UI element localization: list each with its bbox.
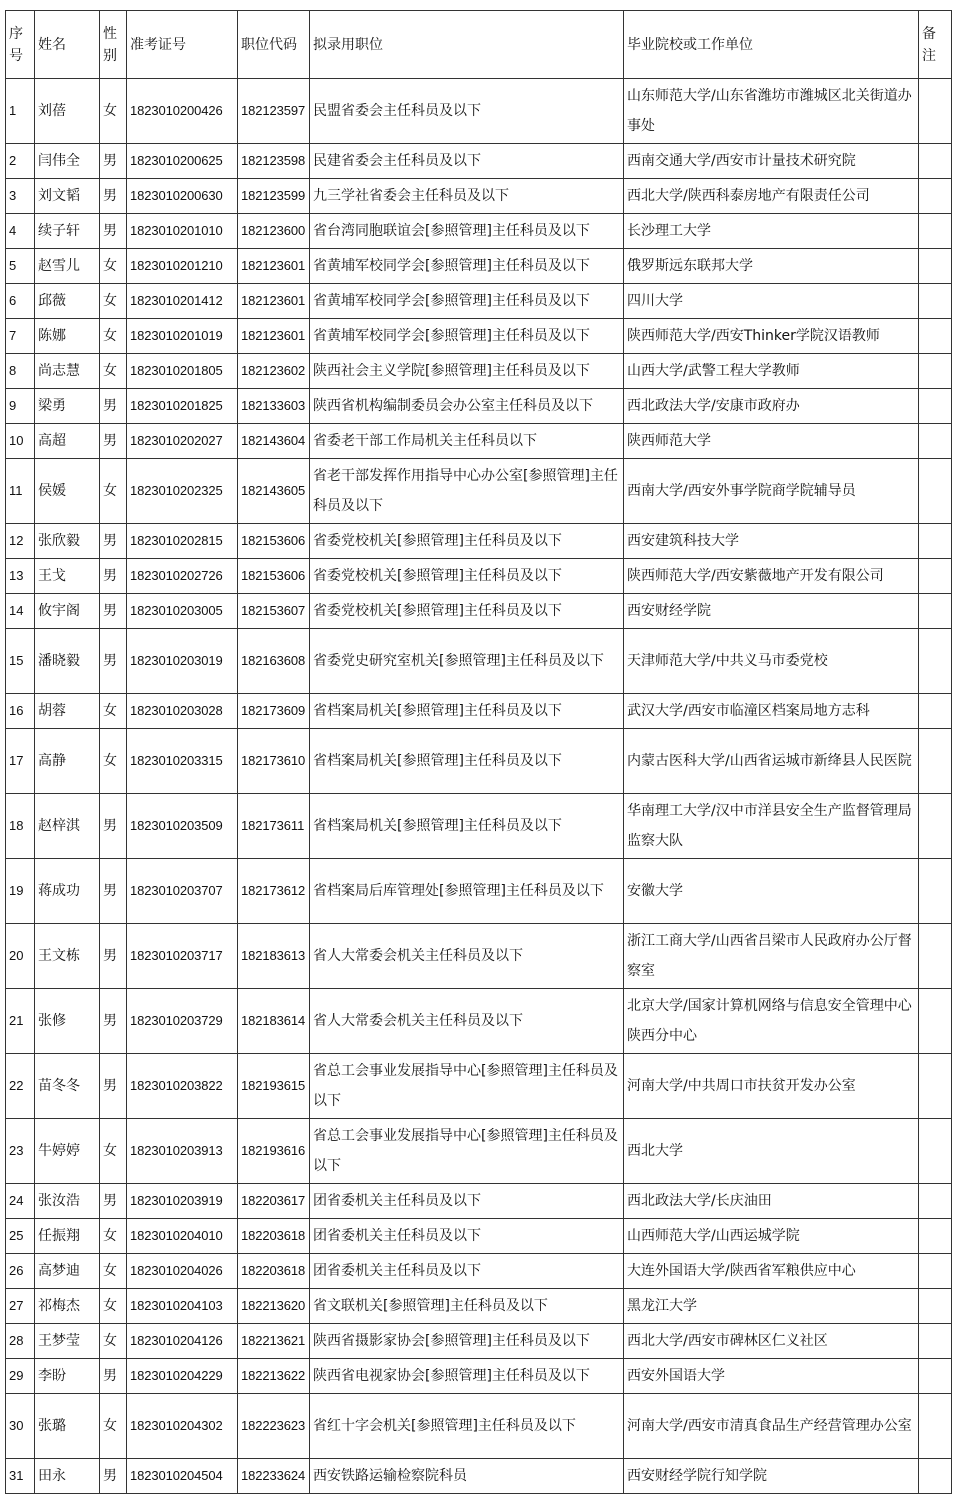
cell-school: 西北大学/陕西科泰房地产有限责任公司 xyxy=(624,179,919,214)
cell-remark xyxy=(919,144,952,179)
cell-code: 182213622 xyxy=(238,1359,310,1394)
cell-gender: 女 xyxy=(100,354,127,389)
cell-seq: 1 xyxy=(6,79,35,144)
cell-position: 团省委机关主任科员及以下 xyxy=(310,1254,624,1289)
cell-position: 陕西省摄影家协会[参照管理]主任科员及以下 xyxy=(310,1324,624,1359)
cell-remark xyxy=(919,214,952,249)
cell-gender: 男 xyxy=(100,629,127,694)
cell-code: 182193616 xyxy=(238,1119,310,1184)
cell-remark xyxy=(919,1359,952,1394)
cell-gender: 女 xyxy=(100,1289,127,1324)
cell-name: 赵雪儿 xyxy=(35,249,100,284)
cell-gender: 女 xyxy=(100,249,127,284)
cell-code: 182213621 xyxy=(238,1324,310,1359)
cell-remark xyxy=(919,389,952,424)
cell-name: 任振翔 xyxy=(35,1219,100,1254)
table-row xyxy=(6,1054,952,1119)
cell-position: 省文联机关[参照管理]主任科员及以下 xyxy=(310,1289,624,1324)
cell-code: 182183613 xyxy=(238,924,310,989)
cell-school: 山西师范大学/山西运城学院 xyxy=(624,1219,919,1254)
cell-gender: 男 xyxy=(100,179,127,214)
cell-remark xyxy=(919,524,952,559)
cell-code: 182233624 xyxy=(238,1459,310,1494)
cell-gender: 女 xyxy=(100,1324,127,1359)
cell-remark xyxy=(919,1324,952,1359)
cell-ticket: 1823010203315 xyxy=(127,729,238,794)
cell-seq: 5 xyxy=(6,249,35,284)
cell-name: 张修 xyxy=(35,989,100,1054)
cell-ticket: 1823010201412 xyxy=(127,284,238,319)
cell-remark xyxy=(919,1184,952,1219)
cell-school: 黑龙江大学 xyxy=(624,1289,919,1324)
cell-seq: 30 xyxy=(6,1394,35,1459)
cell-school: 内蒙古医科大学/山西省运城市新绛县人民医院 xyxy=(624,729,919,794)
cell-name: 尚志慧 xyxy=(35,354,100,389)
cell-ticket: 1823010203729 xyxy=(127,989,238,1054)
cell-gender: 女 xyxy=(100,729,127,794)
cell-position: 省委老干部工作局机关主任科员以下 xyxy=(310,424,624,459)
cell-gender: 男 xyxy=(100,1054,127,1119)
cell-ticket: 1823010201010 xyxy=(127,214,238,249)
cell-ticket: 1823010203822 xyxy=(127,1054,238,1119)
cell-code: 182203618 xyxy=(238,1219,310,1254)
cell-name: 梁勇 xyxy=(35,389,100,424)
table-row xyxy=(6,594,952,629)
cell-school: 西安财经学院行知学院 xyxy=(624,1459,919,1494)
cell-code: 182133603 xyxy=(238,389,310,424)
cell-seq: 14 xyxy=(6,594,35,629)
cell-name: 张汝浩 xyxy=(35,1184,100,1219)
cell-remark xyxy=(919,594,952,629)
cell-remark xyxy=(919,989,952,1054)
cell-name: 闫伟全 xyxy=(35,144,100,179)
cell-name: 王戈 xyxy=(35,559,100,594)
header-remark: 备注 xyxy=(919,11,952,79)
cell-school: 四川大学 xyxy=(624,284,919,319)
cell-seq: 11 xyxy=(6,459,35,524)
cell-ticket: 1823010203707 xyxy=(127,859,238,924)
cell-seq: 15 xyxy=(6,629,35,694)
cell-name: 祁梅杰 xyxy=(35,1289,100,1324)
cell-ticket: 1823010203509 xyxy=(127,794,238,859)
cell-name: 田永 xyxy=(35,1459,100,1494)
cell-ticket: 1823010201805 xyxy=(127,354,238,389)
cell-gender: 女 xyxy=(100,284,127,319)
cell-school: 西北大学 xyxy=(624,1119,919,1184)
cell-remark xyxy=(919,559,952,594)
cell-seq: 16 xyxy=(6,694,35,729)
cell-ticket: 1823010201210 xyxy=(127,249,238,284)
cell-remark xyxy=(919,924,952,989)
cell-code: 182143605 xyxy=(238,459,310,524)
cell-seq: 4 xyxy=(6,214,35,249)
cell-remark xyxy=(919,79,952,144)
cell-gender: 男 xyxy=(100,794,127,859)
cell-code: 182183614 xyxy=(238,989,310,1054)
cell-position: 西安铁路运输检察院科员 xyxy=(310,1459,624,1494)
cell-seq: 25 xyxy=(6,1219,35,1254)
table-row xyxy=(6,459,952,524)
table-row xyxy=(6,794,952,859)
table-row xyxy=(6,1254,952,1289)
cell-code: 182123602 xyxy=(238,354,310,389)
cell-gender: 男 xyxy=(100,859,127,924)
cell-position: 省老干部发挥作用指导中心办公室[参照管理]主任科员及以下 xyxy=(310,459,624,524)
cell-gender: 男 xyxy=(100,924,127,989)
cell-code: 182203618 xyxy=(238,1254,310,1289)
cell-code: 182123601 xyxy=(238,284,310,319)
cell-code: 182173611 xyxy=(238,794,310,859)
cell-name: 王梦莹 xyxy=(35,1324,100,1359)
cell-ticket: 1823010201019 xyxy=(127,319,238,354)
cell-gender: 男 xyxy=(100,594,127,629)
cell-position: 民建省委会主任科员及以下 xyxy=(310,144,624,179)
cell-school: 大连外国语大学/陕西省军粮供应中心 xyxy=(624,1254,919,1289)
cell-seq: 8 xyxy=(6,354,35,389)
cell-gender: 男 xyxy=(100,1459,127,1494)
table-row xyxy=(6,924,952,989)
table-row xyxy=(6,989,952,1054)
cell-school: 陕西师范大学/西安紫薇地产开发有限公司 xyxy=(624,559,919,594)
cell-gender: 女 xyxy=(100,1119,127,1184)
table-row xyxy=(6,629,952,694)
header-position: 拟录用职位 xyxy=(310,11,624,79)
cell-name: 张欣毅 xyxy=(35,524,100,559)
cell-seq: 7 xyxy=(6,319,35,354)
cell-remark xyxy=(919,794,952,859)
cell-gender: 男 xyxy=(100,144,127,179)
cell-school: 陕西师范大学/西安Thinker学院汉语教师 xyxy=(624,319,919,354)
cell-code: 182123597 xyxy=(238,79,310,144)
cell-position: 省黄埔军校同学会[参照管理]主任科员及以下 xyxy=(310,284,624,319)
cell-name: 张璐 xyxy=(35,1394,100,1459)
cell-ticket: 1823010200426 xyxy=(127,79,238,144)
cell-school: 河南大学/西安市清真食品生产经营管理办公室 xyxy=(624,1394,919,1459)
table-row xyxy=(6,859,952,924)
cell-gender: 男 xyxy=(100,1184,127,1219)
table-row xyxy=(6,1219,952,1254)
cell-seq: 6 xyxy=(6,284,35,319)
table-row xyxy=(6,1459,952,1494)
cell-position: 省委党史研究室机关[参照管理]主任科员及以下 xyxy=(310,629,624,694)
table-row xyxy=(6,179,952,214)
cell-remark xyxy=(919,319,952,354)
table-row xyxy=(6,559,952,594)
table-row xyxy=(6,214,952,249)
cell-school: 华南理工大学/汉中市洋县安全生产监督管理局监察大队 xyxy=(624,794,919,859)
cell-ticket: 1823010200630 xyxy=(127,179,238,214)
cell-school: 浙江工商大学/山西省吕梁市人民政府办公厅督察室 xyxy=(624,924,919,989)
cell-remark xyxy=(919,1459,952,1494)
cell-seq: 19 xyxy=(6,859,35,924)
table-row xyxy=(6,79,952,144)
cell-gender: 女 xyxy=(100,1254,127,1289)
cell-seq: 31 xyxy=(6,1459,35,1494)
cell-position: 省人大常委会机关主任科员及以下 xyxy=(310,924,624,989)
cell-code: 182173609 xyxy=(238,694,310,729)
header-gender: 性别 xyxy=(100,11,127,79)
cell-ticket: 1823010203717 xyxy=(127,924,238,989)
cell-position: 省档案局后库管理处[参照管理]主任科员及以下 xyxy=(310,859,624,924)
cell-gender: 男 xyxy=(100,214,127,249)
cell-remark xyxy=(919,459,952,524)
cell-code: 182153606 xyxy=(238,524,310,559)
cell-seq: 18 xyxy=(6,794,35,859)
cell-remark xyxy=(919,629,952,694)
table-row xyxy=(6,729,952,794)
cell-name: 攸宇阁 xyxy=(35,594,100,629)
cell-school: 山西大学/武警工程大学教师 xyxy=(624,354,919,389)
cell-remark xyxy=(919,284,952,319)
cell-position: 陕西省机构编制委员会办公室主任科员及以下 xyxy=(310,389,624,424)
cell-school: 武汉大学/西安市临潼区档案局地方志科 xyxy=(624,694,919,729)
cell-position: 陕西省电视家协会[参照管理]主任科员及以下 xyxy=(310,1359,624,1394)
cell-position: 省委党校机关[参照管理]主任科员及以下 xyxy=(310,559,624,594)
cell-code: 182143604 xyxy=(238,424,310,459)
cell-ticket: 1823010204026 xyxy=(127,1254,238,1289)
cell-code: 182153607 xyxy=(238,594,310,629)
cell-school: 西安财经学院 xyxy=(624,594,919,629)
table-row xyxy=(6,1324,952,1359)
cell-gender: 女 xyxy=(100,79,127,144)
cell-school: 西安建筑科技大学 xyxy=(624,524,919,559)
cell-position: 民盟省委会主任科员及以下 xyxy=(310,79,624,144)
table-row xyxy=(6,144,952,179)
cell-remark xyxy=(919,1394,952,1459)
cell-gender: 女 xyxy=(100,459,127,524)
cell-name: 潘晓毅 xyxy=(35,629,100,694)
cell-seq: 29 xyxy=(6,1359,35,1394)
cell-remark xyxy=(919,729,952,794)
cell-gender: 女 xyxy=(100,1394,127,1459)
cell-name: 侯媛 xyxy=(35,459,100,524)
cell-name: 高梦迪 xyxy=(35,1254,100,1289)
cell-name: 赵梓淇 xyxy=(35,794,100,859)
table-row xyxy=(6,354,952,389)
cell-code: 182153606 xyxy=(238,559,310,594)
cell-name: 续子轩 xyxy=(35,214,100,249)
cell-code: 182123600 xyxy=(238,214,310,249)
cell-position: 团省委机关主任科员及以下 xyxy=(310,1184,624,1219)
cell-seq: 27 xyxy=(6,1289,35,1324)
cell-name: 陈娜 xyxy=(35,319,100,354)
cell-name: 刘蓓 xyxy=(35,79,100,144)
cell-gender: 女 xyxy=(100,319,127,354)
table-row xyxy=(6,1289,952,1324)
table-row xyxy=(6,424,952,459)
cell-seq: 9 xyxy=(6,389,35,424)
cell-code: 182123599 xyxy=(238,179,310,214)
cell-name: 邱薇 xyxy=(35,284,100,319)
cell-seq: 2 xyxy=(6,144,35,179)
cell-name: 苗冬冬 xyxy=(35,1054,100,1119)
cell-school: 西南大学/西安外事学院商学院辅导员 xyxy=(624,459,919,524)
cell-position: 陕西社会主义学院[参照管理]主任科员及以下 xyxy=(310,354,624,389)
cell-position: 省黄埔军校同学会[参照管理]主任科员及以下 xyxy=(310,319,624,354)
cell-position: 团省委机关主任科员及以下 xyxy=(310,1219,624,1254)
cell-name: 胡蓉 xyxy=(35,694,100,729)
cell-school: 俄罗斯远东联邦大学 xyxy=(624,249,919,284)
cell-ticket: 1823010203913 xyxy=(127,1119,238,1184)
cell-position: 省委党校机关[参照管理]主任科员及以下 xyxy=(310,524,624,559)
cell-code: 182213620 xyxy=(238,1289,310,1324)
cell-code: 182173610 xyxy=(238,729,310,794)
table-row xyxy=(6,1119,952,1184)
cell-position: 省黄埔军校同学会[参照管理]主任科员及以下 xyxy=(310,249,624,284)
cell-ticket: 1823010202815 xyxy=(127,524,238,559)
cell-school: 天津师范大学/中共义马市委党校 xyxy=(624,629,919,694)
cell-position: 省人大常委会机关主任科员及以下 xyxy=(310,989,624,1054)
table-row xyxy=(6,1359,952,1394)
cell-name: 刘文韬 xyxy=(35,179,100,214)
cell-remark xyxy=(919,1219,952,1254)
cell-gender: 男 xyxy=(100,524,127,559)
cell-seq: 28 xyxy=(6,1324,35,1359)
header-row xyxy=(6,11,952,79)
cell-ticket: 1823010203919 xyxy=(127,1184,238,1219)
cell-position: 省红十字会机关[参照管理]主任科员及以下 xyxy=(310,1394,624,1459)
cell-ticket: 1823010203005 xyxy=(127,594,238,629)
cell-gender: 男 xyxy=(100,389,127,424)
cell-remark xyxy=(919,1254,952,1289)
cell-code: 182193615 xyxy=(238,1054,310,1119)
cell-ticket: 1823010203028 xyxy=(127,694,238,729)
cell-school: 山东师范大学/山东省潍坊市潍城区北关街道办事处 xyxy=(624,79,919,144)
cell-ticket: 1823010202027 xyxy=(127,424,238,459)
table-row xyxy=(6,1184,952,1219)
cell-name: 蒋成功 xyxy=(35,859,100,924)
cell-gender: 男 xyxy=(100,424,127,459)
cell-school: 北京大学/国家计算机网络与信息安全管理中心陕西分中心 xyxy=(624,989,919,1054)
cell-ticket: 1823010204126 xyxy=(127,1324,238,1359)
cell-position: 省总工会事业发展指导中心[参照管理]主任科员及以下 xyxy=(310,1119,624,1184)
cell-school: 西北政法大学/安康市政府办 xyxy=(624,389,919,424)
cell-position: 省台湾同胞联谊会[参照管理]主任科员及以下 xyxy=(310,214,624,249)
cell-school: 长沙理工大学 xyxy=(624,214,919,249)
cell-name: 高静 xyxy=(35,729,100,794)
cell-gender: 男 xyxy=(100,559,127,594)
cell-code: 182223623 xyxy=(238,1394,310,1459)
cell-gender: 女 xyxy=(100,694,127,729)
cell-name: 王文栋 xyxy=(35,924,100,989)
cell-position: 九三学社省委会主任科员及以下 xyxy=(310,179,624,214)
cell-ticket: 1823010204302 xyxy=(127,1394,238,1459)
cell-code: 182173612 xyxy=(238,859,310,924)
cell-remark xyxy=(919,249,952,284)
cell-seq: 17 xyxy=(6,729,35,794)
cell-seq: 20 xyxy=(6,924,35,989)
table-row xyxy=(6,1394,952,1459)
cell-position: 省档案局机关[参照管理]主任科员及以下 xyxy=(310,794,624,859)
cell-remark xyxy=(919,179,952,214)
cell-remark xyxy=(919,859,952,924)
cell-ticket: 1823010204010 xyxy=(127,1219,238,1254)
cell-remark xyxy=(919,354,952,389)
table-row xyxy=(6,319,952,354)
cell-code: 182123598 xyxy=(238,144,310,179)
table-row xyxy=(6,249,952,284)
cell-seq: 10 xyxy=(6,424,35,459)
cell-seq: 24 xyxy=(6,1184,35,1219)
table-row xyxy=(6,524,952,559)
cell-seq: 3 xyxy=(6,179,35,214)
cell-gender: 女 xyxy=(100,1219,127,1254)
cell-seq: 26 xyxy=(6,1254,35,1289)
cell-gender: 男 xyxy=(100,1359,127,1394)
cell-code: 182123601 xyxy=(238,319,310,354)
header-seq: 序号 xyxy=(6,11,35,79)
cell-name: 李盼 xyxy=(35,1359,100,1394)
cell-remark xyxy=(919,424,952,459)
cell-school: 西北政法大学/长庆油田 xyxy=(624,1184,919,1219)
cell-position: 省总工会事业发展指导中心[参照管理]主任科员及以下 xyxy=(310,1054,624,1119)
cell-code: 182163608 xyxy=(238,629,310,694)
candidates-table xyxy=(5,10,952,1494)
header-code: 职位代码 xyxy=(238,11,310,79)
header-ticket: 准考证号 xyxy=(127,11,238,79)
cell-ticket: 1823010201825 xyxy=(127,389,238,424)
cell-ticket: 1823010204504 xyxy=(127,1459,238,1494)
cell-school: 安徽大学 xyxy=(624,859,919,924)
cell-remark xyxy=(919,1054,952,1119)
table-row xyxy=(6,389,952,424)
cell-position: 省档案局机关[参照管理]主任科员及以下 xyxy=(310,729,624,794)
cell-remark xyxy=(919,1289,952,1324)
header-school: 毕业院校或工作单位 xyxy=(624,11,919,79)
cell-ticket: 1823010203019 xyxy=(127,629,238,694)
header-name: 姓名 xyxy=(35,11,100,79)
cell-position: 省档案局机关[参照管理]主任科员及以下 xyxy=(310,694,624,729)
cell-seq: 21 xyxy=(6,989,35,1054)
cell-school: 西南交通大学/西安市计量技术研究院 xyxy=(624,144,919,179)
cell-seq: 13 xyxy=(6,559,35,594)
cell-remark xyxy=(919,1119,952,1184)
table-row xyxy=(6,694,952,729)
cell-remark xyxy=(919,694,952,729)
cell-ticket: 1823010200625 xyxy=(127,144,238,179)
table-body xyxy=(6,79,952,1494)
cell-gender: 男 xyxy=(100,989,127,1054)
cell-school: 西北大学/西安市碑林区仁义社区 xyxy=(624,1324,919,1359)
cell-seq: 12 xyxy=(6,524,35,559)
cell-ticket: 1823010204229 xyxy=(127,1359,238,1394)
cell-school: 陕西师范大学 xyxy=(624,424,919,459)
cell-school: 西安外国语大学 xyxy=(624,1359,919,1394)
cell-ticket: 1823010202325 xyxy=(127,459,238,524)
cell-name: 高超 xyxy=(35,424,100,459)
cell-ticket: 1823010204103 xyxy=(127,1289,238,1324)
cell-code: 182123601 xyxy=(238,249,310,284)
cell-position: 省委党校机关[参照管理]主任科员及以下 xyxy=(310,594,624,629)
cell-school: 河南大学/中共周口市扶贫开发办公室 xyxy=(624,1054,919,1119)
cell-seq: 23 xyxy=(6,1119,35,1184)
cell-seq: 22 xyxy=(6,1054,35,1119)
cell-name: 牛婷婷 xyxy=(35,1119,100,1184)
cell-code: 182203617 xyxy=(238,1184,310,1219)
cell-ticket: 1823010202726 xyxy=(127,559,238,594)
table-row xyxy=(6,284,952,319)
